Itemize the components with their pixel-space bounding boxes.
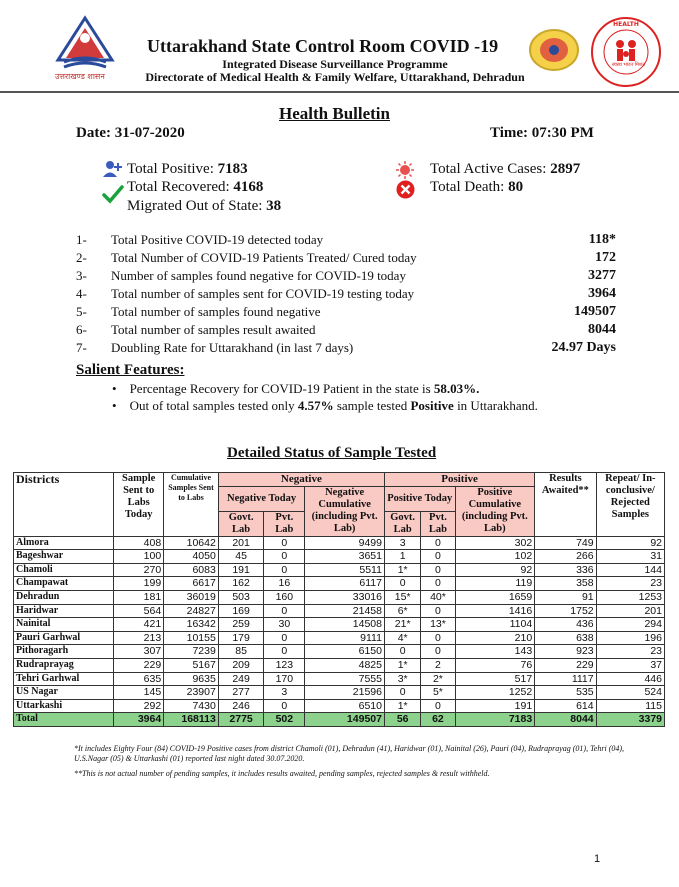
district-name: Haridwar	[14, 604, 114, 618]
table-cell: 5167	[164, 658, 219, 672]
table-cell: 23	[596, 577, 664, 591]
district-name: US Nagar	[14, 686, 114, 700]
col-negative-cumulative: Negative Cumulative (including Pvt. Lab)	[305, 486, 385, 536]
table-cell: 614	[535, 699, 596, 713]
table-row	[14, 550, 665, 564]
table-cell: 249	[218, 672, 264, 686]
col-pos-pvt-lab: Pvt. Lab	[421, 511, 455, 536]
table-cell: 8044	[535, 713, 596, 727]
table-cell: 1104	[455, 618, 535, 632]
table-cell: 196	[596, 631, 664, 645]
district-name: Chamoli	[14, 563, 114, 577]
table-cell: 0	[421, 550, 455, 564]
col-negative-today: Negative Today	[218, 486, 304, 511]
table-cell: 56	[384, 713, 420, 727]
district-name: Rudraprayag	[14, 658, 114, 672]
total-death-label: Total Death:	[430, 179, 505, 195]
stat-value: 118*	[588, 232, 616, 247]
footnote-2: **This is not actual number of pending samples, it includes results awaited, pending samples, rejected samples & result withheld.	[74, 769, 490, 778]
col-districts: Districts	[14, 473, 114, 537]
total-death-value: 80	[508, 179, 524, 195]
table-cell: 6617	[164, 577, 219, 591]
stat-row	[0, 268, 679, 286]
table-cell: 0	[421, 563, 455, 577]
table-cell: 1253	[596, 590, 664, 604]
bulletin-title: Health Bulletin	[279, 104, 390, 123]
table-cell: 5511	[305, 563, 385, 577]
table-cell: 145	[114, 686, 164, 700]
table-cell: 0	[384, 577, 420, 591]
table-cell: 15*	[384, 590, 420, 604]
table-cell: 30	[264, 618, 305, 632]
district-name: Dehradun	[14, 590, 114, 604]
district-name: Pauri Garhwal	[14, 631, 114, 645]
table-cell: 294	[596, 618, 664, 632]
total-recovered	[127, 179, 263, 196]
table-cell: 3	[384, 536, 420, 550]
header-subtitle-idsp: Integrated Disease Surveillance Programme	[222, 57, 448, 71]
salient-title: Salient Features:	[76, 362, 185, 378]
table-cell: 0	[264, 536, 305, 550]
table-cell: 6510	[305, 699, 385, 713]
stat-row	[0, 322, 679, 340]
stat-row	[0, 286, 679, 304]
stat-label: Total Positive COVID-19 detected today	[111, 232, 324, 247]
table-cell: 5*	[421, 686, 455, 700]
table-cell: 9499	[305, 536, 385, 550]
table-cell: 92	[596, 536, 664, 550]
table-cell: 9635	[164, 672, 219, 686]
stat-value: 172	[595, 250, 616, 265]
stat-label: Doubling Rate for Uttarakhand (in last 7 days)	[111, 340, 354, 355]
table-cell: 4050	[164, 550, 219, 564]
table-cell: 6117	[305, 577, 385, 591]
table-total-row	[14, 713, 665, 727]
table-cell: 502	[264, 713, 305, 727]
table-cell: 270	[114, 563, 164, 577]
salient-point-1: • Percentage Recovery for COVID-19 Patient in the state is 58.03%.	[112, 381, 480, 396]
district-name: Tehri Garhwal	[14, 672, 114, 686]
table-cell: 302	[455, 536, 535, 550]
total-active-label: Total Active Cases:	[430, 161, 547, 177]
stat-number: 4-	[76, 286, 87, 301]
table-cell: 170	[264, 672, 305, 686]
bulletin-time: Time: 07:30 PM	[490, 125, 594, 141]
table-cell: 160	[264, 590, 305, 604]
table-cell: 100	[114, 550, 164, 564]
table-cell: 436	[535, 618, 596, 632]
table-cell: 3*	[384, 672, 420, 686]
page-number: 1	[594, 853, 601, 865]
table-cell: 923	[535, 645, 596, 659]
table-cell: 0	[421, 604, 455, 618]
total-death	[430, 179, 523, 196]
table-cell: 3651	[305, 550, 385, 564]
table-cell: 179	[218, 631, 264, 645]
total-active	[430, 161, 580, 178]
col-cumulative-samples: Cumulative Samples Sent to Labs	[164, 473, 219, 537]
stat-value: 24.97 Days	[551, 340, 616, 355]
table-cell: 0	[264, 563, 305, 577]
stat-value: 8044	[588, 322, 616, 337]
stat-label: Total number of samples sent for COVID-19 testing today	[111, 286, 415, 301]
state-emblem-caption: उत्तराखण्ड शासन	[55, 72, 105, 81]
positive-person-icon	[103, 160, 123, 183]
table-cell: 62	[421, 713, 455, 727]
table-cell: 1117	[535, 672, 596, 686]
table-cell: 535	[535, 686, 596, 700]
district-name: Uttarkashi	[14, 699, 114, 713]
table-row	[14, 672, 665, 686]
header-subtitle-directorate: Directorate of Medical Health & Family Welfare, Uttarakhand, Dehradun	[145, 70, 525, 84]
table-cell: 37	[596, 658, 664, 672]
stat-row	[0, 340, 679, 358]
table-cell: 40*	[421, 590, 455, 604]
col-negative: Negative	[218, 473, 384, 487]
stat-row	[0, 304, 679, 322]
table-cell: 92	[455, 563, 535, 577]
table-cell: 0	[421, 631, 455, 645]
idsp-logo	[528, 28, 580, 72]
table-cell: 91	[535, 590, 596, 604]
table-cell: 16	[264, 577, 305, 591]
table-cell: 6083	[164, 563, 219, 577]
col-results-awaited: Results Awaited**	[535, 473, 596, 537]
table-cell: 0	[384, 645, 420, 659]
stat-number: 1-	[76, 232, 87, 247]
table-cell: 36019	[164, 590, 219, 604]
salient-point-2: • Out of total samples tested only 4.57% sample tested Positive in Uttarakhand.	[112, 398, 538, 413]
nhm-logo	[590, 16, 662, 88]
table-cell: 1*	[384, 563, 420, 577]
footnote-1: *It includes Eighty Four (84) COVID-19 Positive cases from district Chamoli (01), Dehradun (41), Haridwar (01), Nainital (26), Pauri (04), Rudraprayag (01), Tehri (04), U.S.Nagar (05) & Uttarkashi (01) reported last night dated 30.07.2020.	[74, 744, 625, 763]
table-cell: 408	[114, 536, 164, 550]
table-cell: 6*	[384, 604, 420, 618]
table-cell: 168113	[164, 713, 219, 727]
check-icon	[102, 184, 124, 209]
table-row	[14, 618, 665, 632]
table-cell: 191	[218, 563, 264, 577]
table-cell: 144	[596, 563, 664, 577]
table-row	[14, 631, 665, 645]
migrated-out	[127, 198, 281, 215]
table-cell: 16342	[164, 618, 219, 632]
table-cell: 13*	[421, 618, 455, 632]
table-row	[14, 590, 665, 604]
table-cell: 85	[218, 645, 264, 659]
table-cell: 638	[535, 631, 596, 645]
total-positive-label: Total Positive:	[127, 161, 214, 177]
table-cell: 4825	[305, 658, 385, 672]
stat-value: 3277	[588, 268, 616, 283]
table-cell: 23907	[164, 686, 219, 700]
table-cell: 421	[114, 618, 164, 632]
stat-row	[0, 250, 679, 268]
table-cell: 3	[264, 686, 305, 700]
table-cell: 229	[535, 658, 596, 672]
stat-value: 149507	[574, 304, 616, 319]
stat-number: 3-	[76, 268, 87, 283]
total-positive	[127, 161, 248, 178]
table-cell: 115	[596, 699, 664, 713]
table-cell: 0	[384, 686, 420, 700]
table-cell: 10642	[164, 536, 219, 550]
table-cell: 76	[455, 658, 535, 672]
table-cell: 3964	[114, 713, 164, 727]
table-cell: 517	[455, 672, 535, 686]
table-row	[14, 686, 665, 700]
table-cell: 21596	[305, 686, 385, 700]
table-cell: 0	[421, 577, 455, 591]
district-name: Bageshwar	[14, 550, 114, 564]
table-cell: 1659	[455, 590, 535, 604]
table-cell: 0	[264, 631, 305, 645]
table-cell: 0	[264, 604, 305, 618]
table-cell: 10155	[164, 631, 219, 645]
col-pos-govt-lab: Govt. Lab	[384, 511, 420, 536]
stat-label: Total number of samples result awaited	[111, 322, 316, 337]
table-row	[14, 604, 665, 618]
table-cell: 1*	[384, 699, 420, 713]
nhm-logo-caption: स्वस्थ भारत मिशन	[612, 62, 646, 68]
table-cell: 21*	[384, 618, 420, 632]
col-positive-cumulative: Positive Cumulative (including Pvt. Lab)	[455, 486, 535, 536]
table-cell: 7183	[455, 713, 535, 727]
table-row	[14, 563, 665, 577]
table-cell: 1	[384, 550, 420, 564]
table-cell: 213	[114, 631, 164, 645]
table-cell: 201	[596, 604, 664, 618]
table-cell: 7430	[164, 699, 219, 713]
table-cell: 45	[218, 550, 264, 564]
migrated-label: Migrated Out of State:	[127, 198, 263, 214]
table-cell: 266	[535, 550, 596, 564]
table-cell: 2	[421, 658, 455, 672]
stat-number: 6-	[76, 322, 87, 337]
district-name: Nainital	[14, 618, 114, 632]
table-cell: 292	[114, 699, 164, 713]
table-cell: 2*	[421, 672, 455, 686]
table-cell: 246	[218, 699, 264, 713]
table-row	[14, 645, 665, 659]
table-cell: 6150	[305, 645, 385, 659]
table-cell: 524	[596, 686, 664, 700]
table-cell: 564	[114, 604, 164, 618]
table-cell: 181	[114, 590, 164, 604]
table-cell: 259	[218, 618, 264, 632]
table-cell: 169	[218, 604, 264, 618]
cross-circle-icon	[396, 180, 415, 204]
table-cell: 0	[421, 536, 455, 550]
table-row	[14, 699, 665, 713]
table-row	[14, 577, 665, 591]
col-neg-govt-lab: Govt. Lab	[218, 511, 264, 536]
header-title: Uttarakhand State Control Room COVID -19	[147, 36, 499, 56]
stat-row	[0, 232, 679, 250]
table-title: Detailed Status of Sample Tested	[227, 445, 437, 461]
table-cell: 201	[218, 536, 264, 550]
table-cell: 21458	[305, 604, 385, 618]
table-cell: 446	[596, 672, 664, 686]
stat-label: Total number of samples found negative	[111, 304, 321, 319]
table-cell: 0	[264, 550, 305, 564]
table-cell: 4*	[384, 631, 420, 645]
district-name: Almora	[14, 536, 114, 550]
table-cell: 33016	[305, 590, 385, 604]
total-recovered-label: Total Recovered:	[127, 179, 230, 195]
table-cell: 3379	[596, 713, 664, 727]
table-cell: 635	[114, 672, 164, 686]
table-cell: 1*	[384, 658, 420, 672]
total-recovered-value: 4168	[233, 179, 264, 195]
table-cell: 149507	[305, 713, 385, 727]
table-cell: 199	[114, 577, 164, 591]
table-cell: 24827	[164, 604, 219, 618]
stat-value: 3964	[588, 286, 616, 301]
table-cell: 358	[535, 577, 596, 591]
table-cell: 9111	[305, 631, 385, 645]
table-cell: 23	[596, 645, 664, 659]
district-name: Total	[14, 713, 114, 727]
total-active-value: 2897	[550, 161, 581, 177]
stat-number: 5-	[76, 304, 87, 319]
table-cell: 0	[264, 645, 305, 659]
table-row	[14, 536, 665, 550]
table-cell: 14508	[305, 618, 385, 632]
table-cell: 209	[218, 658, 264, 672]
sample-status-table	[13, 472, 665, 727]
table-cell: 503	[218, 590, 264, 604]
stat-number: 2-	[76, 250, 87, 265]
table-cell: 1752	[535, 604, 596, 618]
table-cell: 143	[455, 645, 535, 659]
table-cell: 7239	[164, 645, 219, 659]
table-cell: 0	[421, 699, 455, 713]
table-cell: 210	[455, 631, 535, 645]
table-cell: 749	[535, 536, 596, 550]
table-cell: 0	[421, 645, 455, 659]
table-cell: 191	[455, 699, 535, 713]
total-positive-value: 7183	[217, 161, 248, 177]
svg-text:HEALTH: HEALTH	[613, 21, 639, 28]
district-name: Champawat	[14, 577, 114, 591]
stat-label: Total Number of COVID-19 Patients Treated/ Cured today	[111, 250, 417, 265]
col-repeat: Repeat/ In-conclusive/ Rejected Samples	[596, 473, 664, 537]
table-cell: 336	[535, 563, 596, 577]
table-cell: 31	[596, 550, 664, 564]
table-cell: 2775	[218, 713, 264, 727]
stats-list	[0, 232, 679, 358]
table-cell: 1416	[455, 604, 535, 618]
table-cell: 0	[264, 699, 305, 713]
table-cell: 277	[218, 686, 264, 700]
district-name: Pithoragarh	[14, 645, 114, 659]
table-cell: 7555	[305, 672, 385, 686]
col-positive: Positive	[384, 473, 534, 487]
header-divider	[0, 91, 679, 93]
stat-label: Number of samples found negative for COVID-19 today	[111, 268, 406, 283]
table-row	[14, 658, 665, 672]
col-neg-pvt-lab: Pvt. Lab	[264, 511, 305, 536]
table-cell: 307	[114, 645, 164, 659]
table-cell: 119	[455, 577, 535, 591]
table-cell: 162	[218, 577, 264, 591]
col-sample-sent: Sample Sent to Labs Today	[114, 473, 164, 537]
table-cell: 102	[455, 550, 535, 564]
table-cell: 123	[264, 658, 305, 672]
table-cell: 1252	[455, 686, 535, 700]
table-cell: 229	[114, 658, 164, 672]
col-positive-today: Positive Today	[384, 486, 455, 511]
bulletin-date: Date: 31-07-2020	[76, 125, 185, 141]
migrated-value: 38	[266, 198, 282, 214]
stat-number: 7-	[76, 340, 87, 355]
